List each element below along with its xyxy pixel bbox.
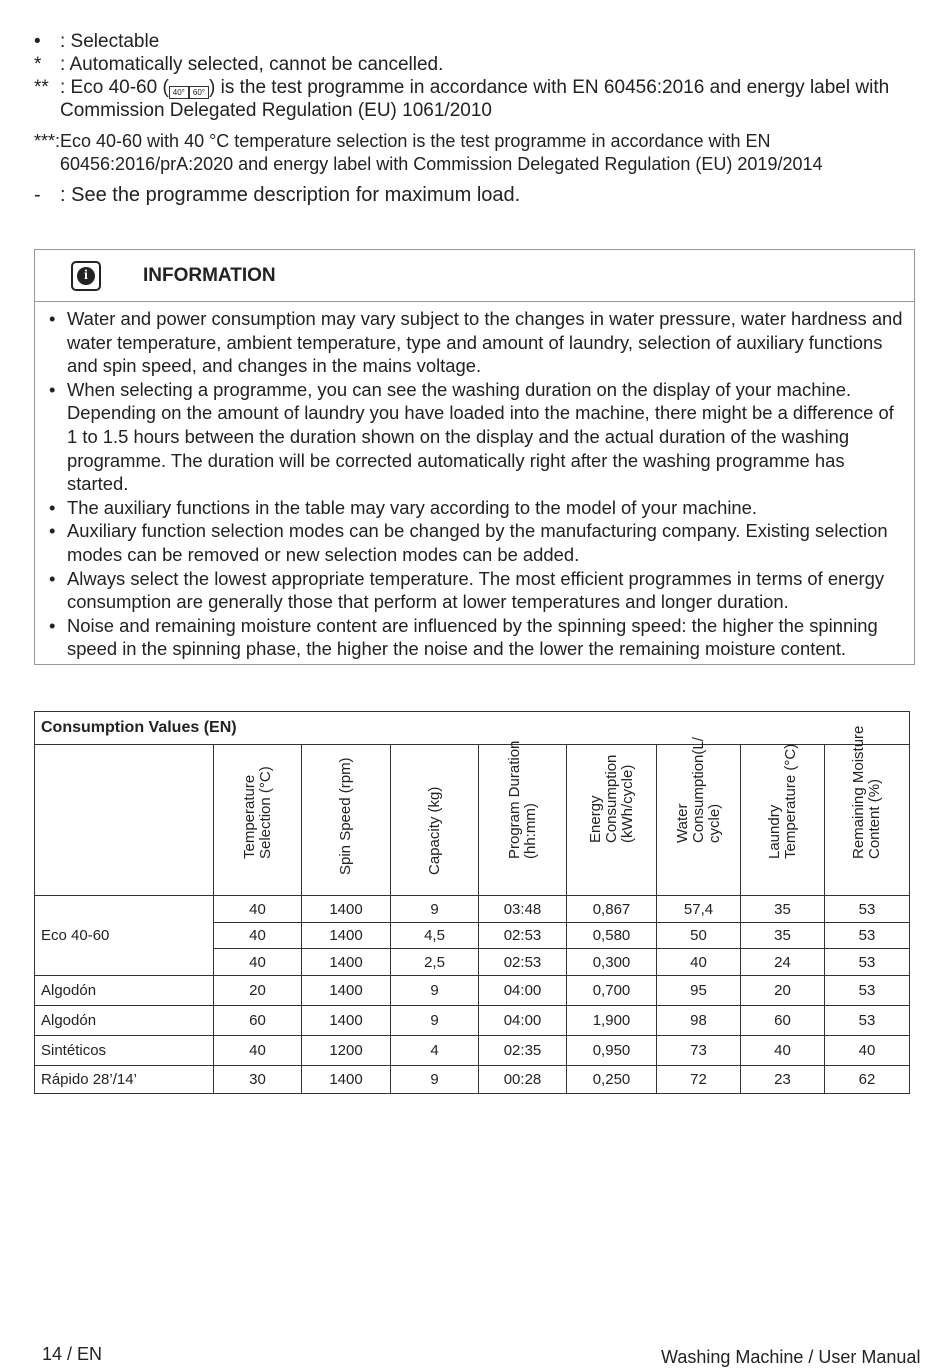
table-cell: 00:28 xyxy=(479,1066,567,1094)
header-spin-speed: Spin Speed (rpm) xyxy=(302,745,391,896)
list-item: • Always select the lowest appropriate temperature. The most efficient programmes in terms of energy consumption are generally those that perform at lower temperatures and longer duration. xyxy=(67,567,904,614)
table-cell: 60 xyxy=(741,1006,825,1036)
header-blank xyxy=(35,745,214,896)
header-energy: Energy Consumption (kWh/cycle) xyxy=(567,745,657,896)
table-cell: 53 xyxy=(825,949,910,976)
header-temperature: Temperature Selection (°C) xyxy=(214,745,302,896)
table-cell: 1400 xyxy=(302,923,391,949)
table-cell: 02:53 xyxy=(479,949,567,976)
table-cell: 4,5 xyxy=(391,923,479,949)
list-item: • Water and power consumption may vary subject to the changes in water pressure, water hardness and water temperature, ambient temperature, type and amount of laundry, selection of auxiliary functions and spin speed, and changes in the mains voltage. xyxy=(67,307,904,378)
header-duration: Program Duration (hh:mm) xyxy=(479,745,567,896)
table-cell: 35 xyxy=(741,923,825,949)
table-cell: 60 xyxy=(214,1006,302,1036)
table-cell: 9 xyxy=(391,1066,479,1094)
note-mark: - xyxy=(34,184,41,206)
table-row xyxy=(35,1036,910,1066)
table-cell: 0,950 xyxy=(567,1036,657,1066)
table-cell: 03:48 xyxy=(479,896,567,923)
table-cell: 40 xyxy=(657,949,741,976)
note-text: : Selectable xyxy=(60,31,160,52)
table-cell: 35 xyxy=(741,896,825,923)
table-cell: 9 xyxy=(391,896,479,923)
table-cell: 40 xyxy=(214,896,302,923)
table-cell: 40 xyxy=(825,1036,910,1066)
table-cell: 57,4 xyxy=(657,896,741,923)
program-eco: Eco 40-60 xyxy=(35,896,214,976)
eco-symbol-60: 60° xyxy=(189,86,209,99)
table-cell: 72 xyxy=(657,1066,741,1094)
table-cell: 40 xyxy=(741,1036,825,1066)
table-cell: 1400 xyxy=(302,949,391,976)
note-text: : See the programme description for maximum load. xyxy=(60,184,521,206)
header-water: Water Consumption(L/ cycle) xyxy=(657,745,741,896)
table-cell: 1400 xyxy=(302,896,391,923)
note-selectable xyxy=(34,30,924,53)
table-cell: 53 xyxy=(825,896,910,923)
table-cell: 2,5 xyxy=(391,949,479,976)
note-text: : Automatically selected, cannot be cancelled. xyxy=(60,54,444,75)
table-cell: 02:35 xyxy=(479,1036,567,1066)
list-item: • The auxiliary functions in the table may vary according to the model of your machine. xyxy=(67,496,904,520)
list-item: • When selecting a programme, you can see the washing duration on the display of your machine. Depending on the amount of laundry you have loaded into the machine, there might be a difference of 1 to 1.5 hours between the duration shown on the display and the actual duration of the washing programme. The duration will be corrected automatically right after the washing programme has started. xyxy=(67,378,904,496)
table-cell: 1400 xyxy=(302,1006,391,1036)
note-mark: ** xyxy=(34,77,49,98)
table-cell: 95 xyxy=(657,976,741,1006)
note-text: Eco 40-60 with 40 °C temperature selection is the test programme in accordance with EN 60456:2016/prA:2020 and energy label with Commission Delegated Regulation (EU) 2019/2014 xyxy=(60,131,823,174)
table-cell: 1400 xyxy=(302,1066,391,1094)
table-cell: 20 xyxy=(214,976,302,1006)
table-cell: 98 xyxy=(657,1006,741,1036)
table-cell: 40 xyxy=(214,1036,302,1066)
table-cell: 40 xyxy=(214,949,302,976)
note-text: : Eco 40-60 ( xyxy=(60,77,169,98)
legend-notes xyxy=(34,30,924,207)
program-name: Rápido 28’/14’ xyxy=(35,1066,214,1094)
program-name: Sintéticos xyxy=(35,1036,214,1066)
header-capacity: Capacity (kg) xyxy=(391,745,479,896)
info-icon: i xyxy=(71,261,101,291)
table-cell: 4 xyxy=(391,1036,479,1066)
table-cell: 30 xyxy=(214,1066,302,1094)
table-cell: 53 xyxy=(825,1006,910,1036)
note-eco xyxy=(34,76,924,122)
table-cell: 1,900 xyxy=(567,1006,657,1036)
table-cell: 73 xyxy=(657,1036,741,1066)
header-laundry-temp: Laundry Temperature (°C) xyxy=(741,745,825,896)
page-number: 14 / EN xyxy=(42,1344,103,1364)
table-cell: 9 xyxy=(391,976,479,1006)
table-cell: 0,300 xyxy=(567,949,657,976)
eco-symbol-40: 40° xyxy=(169,86,189,99)
table-cell: 02:53 xyxy=(479,923,567,949)
table-row xyxy=(35,1066,910,1094)
eco-40-60-symbol xyxy=(169,86,209,99)
table-cell: 0,250 xyxy=(567,1066,657,1094)
table-cell: 50 xyxy=(657,923,741,949)
table-cell: 9 xyxy=(391,1006,479,1036)
table-cell: 53 xyxy=(825,976,910,1006)
header-moisture: Remaining Moisture Content (%) xyxy=(825,745,910,896)
information-box xyxy=(34,249,915,665)
table-cell: 62 xyxy=(825,1066,910,1094)
note-automatic xyxy=(34,53,924,76)
information-list xyxy=(35,302,914,661)
note-max-load xyxy=(34,184,924,207)
table-cell: 20 xyxy=(741,976,825,1006)
note-text: ) is the test programme in accordance with EN 60456:2016 and energy label with Commission Delegated Regulation (EU) 1061/2010 xyxy=(60,77,890,121)
table-cell: 24 xyxy=(741,949,825,976)
table-cell: 1400 xyxy=(302,976,391,1006)
table-cell: 53 xyxy=(825,923,910,949)
consumption-table xyxy=(34,711,910,1094)
note-mark: * xyxy=(34,54,42,75)
note-mark: • xyxy=(34,31,41,52)
table-row xyxy=(35,896,910,923)
table-cell: 0,867 xyxy=(567,896,657,923)
note-mark: ***: xyxy=(34,131,61,151)
table-row xyxy=(35,1006,910,1036)
table-cell: 04:00 xyxy=(479,976,567,1006)
table-cell: 40 xyxy=(214,923,302,949)
information-header xyxy=(35,250,914,302)
table-row xyxy=(35,976,910,1006)
program-name: Algodón xyxy=(35,976,214,1006)
note-eco-40 xyxy=(34,130,924,176)
table-cell: 1200 xyxy=(302,1036,391,1066)
table-title: Consumption Values (EN) xyxy=(35,712,910,745)
table-cell: 23 xyxy=(741,1066,825,1094)
manual-title: Washing Machine / User Manual xyxy=(661,1347,921,1367)
table-cell: 04:00 xyxy=(479,1006,567,1036)
program-name: Algodón xyxy=(35,1006,214,1036)
information-title: INFORMATION xyxy=(143,264,276,286)
table-cell: 0,700 xyxy=(567,976,657,1006)
table-cell: 0,580 xyxy=(567,923,657,949)
list-item: • Noise and remaining moisture content are influenced by the spinning speed: the higher the spinning speed in the spinning phase, the higher the noise and the lower the remaining moisture content. xyxy=(67,614,904,661)
list-item: • Auxiliary function selection modes can be changed by the manufacturing company. Existing selection modes can be removed or new selection modes can be added. xyxy=(67,519,904,566)
